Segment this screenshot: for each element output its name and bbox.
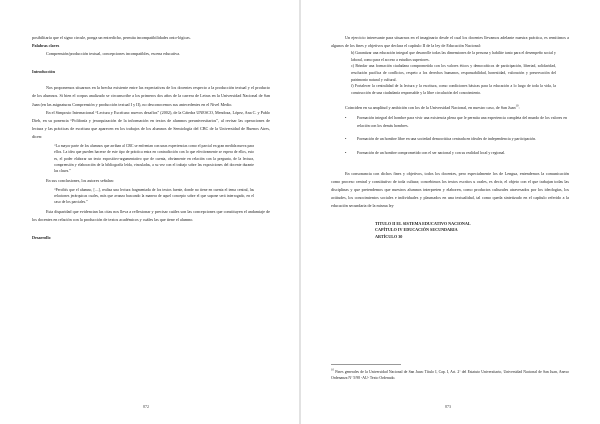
footnote-rule xyxy=(331,364,401,365)
block-quote-1 xyxy=(54,143,254,174)
page-number-left: 872 xyxy=(143,404,149,409)
intro-paragraph-2: En el Simposio Internacional “Lectura y Escritura: nuevos desafíos” (2002), de la Cátedra UNESCO, Mendoza, López, Ana C. y Pablo Dieb, en su ponencia “Polifonía y jerarquización de la información en textos de alumnos preuniversitarios”, al revisar las operaciones de lectura y las prácticas de escritura que aparecen en los trabajos de los alumnos de Semiología del CBC de la Universidad de Buenos Aires, dicen: xyxy=(32,109,270,139)
block-quote-1-text: “La mayor parte de los alumnos que arriban al CBC se enfrentan con unas experiencias como el parcial en gran medida nueva para ellos. La idea que pueden hacerse de este tipo de práctica entra en contradicción con lo que efectivamente se espera de ellos, esto es, el poder elaborar un texto expositivo-argumentativo que de cuenta, obviamente en relación con la pregunta, de la lectura, comprensión y elaboración de la bibliografía leída, vinculadas, a su vez con el trabajo sobre las exposiciones del docente durante las clases.” xyxy=(54,144,254,174)
law-heading-title: TITULO II EL SISTEMA EDUCATIVO NACIONAL xyxy=(375,220,471,226)
aim-item xyxy=(345,149,567,156)
right-page xyxy=(301,0,600,424)
block-quote-2-text: “Percibís que el alumno, [....], realiza una lectura fragmentada de los textos fuente, donde no tiene en cuenta el tema central, las relaciones jerárquicas cuales, más que avanza buscando la manera de aquel concepto sobre el que supone será interrogado, en el caso de los parciales.” xyxy=(54,187,254,205)
bullet-icon: • xyxy=(345,136,347,142)
footnote-text: Fines generales de la Universidad Nacional de San Juan: Título I, Cap. I, Art. 2º del Estatuto Universitario, Universidad Nacional de San Juan, Anexo Ordenanza Nº 5/98 -AU- Texto Ordenado. xyxy=(331,370,569,381)
law-heading xyxy=(375,221,569,241)
university-aims-list xyxy=(345,114,567,156)
left-text-column xyxy=(32,34,270,242)
development-heading: Desarrollo xyxy=(32,234,51,240)
bullet-icon: • xyxy=(345,149,347,155)
bullet-icon: • xyxy=(345,115,347,121)
keywords-label: Palabras claves xyxy=(32,43,60,49)
law-objective-item: b) Garantizar una educación integral que desarrolle todas las dimensiones de la persona y habilite tanto para el desempeño social y laboral, como para el acceso a estudios superiores. xyxy=(351,51,556,62)
aim-text: Formación de un hombre libre en una sociedad democrática centrada en ideales de independencia y participación. xyxy=(357,136,537,142)
abstract-end-paragraph: posibilitaría que el signo circule, ponga un entredicho, permita incompatibilidades onto-lógicas. xyxy=(32,35,191,40)
aim-item xyxy=(345,135,567,142)
intro-heading: Introducción xyxy=(32,69,55,75)
footnote-reference[interactable]: 10 xyxy=(515,103,519,108)
page-number-right: 873 xyxy=(445,404,451,409)
keywords-text: Comprensión/producción textual, concepciones incompatibles, escena educativa. xyxy=(46,51,181,57)
closing-paragraph: Esta disparidad que evidencian las citas nos lleva a reflexionar y precisar cuáles son las concepciones que constituyen el andamiaje de los docentes en relación con la producción de textos académicos y cuáles las que tiene el alumno. xyxy=(32,208,270,222)
left-page xyxy=(0,0,299,424)
law-intro-paragraph: Un ejercicio interesante para situarnos en el imaginario desde el cual los docentes llevamos adelante nuestra práctica, es remitirnos a algunos de los fines y objetivos que declara el capítulo II de la ley de Educación Nacional: xyxy=(331,35,569,49)
aim-text: Formación de un hombre comprometido con el ser nacional y con su realidad local y regional. xyxy=(357,149,506,155)
footnote-number: 10 xyxy=(331,367,334,372)
intro-paragraph-1: Nos proponemos situarnos en la brecha existente entre las expectativas de los docentes respecto a la producción textual y el producto de los alumnos. Si bien el corpus analizado se circunscribe a los primeros dos años de la carrera de Letras en la Universidad Nacional de San Juan (en las asignaturas Comprensión y producción textual I y II), no desconocemos sus antecedentes en el Nivel Medio. xyxy=(32,85,270,107)
law-objective-item: f) Fortalecer la centralidad de la lectura y la escritura, como condiciones básicas para la educación a lo largo de toda la vida, la construcción de una ciudadanía responsable y la libre circulación del conocimiento. xyxy=(351,84,556,95)
law-heading-chapter: CAPÍTULO IV EDUCACIÓN SECUNDARIA xyxy=(375,227,458,233)
university-aims-paragraph xyxy=(331,104,569,112)
university-aims-colon: : xyxy=(518,105,520,111)
conclusions-intro: En sus conclusiones, los autores señalan: xyxy=(46,177,114,183)
footnote xyxy=(331,369,569,382)
right-text-column xyxy=(331,34,569,240)
block-quote-2 xyxy=(54,187,254,206)
law-heading-article: ARTÍCULO 30 xyxy=(375,233,403,239)
aim-text: Formación integral del hombre para vivir una existencia plena que le permita una experiencia completa del mundo de los valores en relación con los demás hombres. xyxy=(357,115,567,128)
law-objective-item: c) Brindar una formación ciudadana comprometida con los valores éticos y democráticos de participación, libertad, solidaridad, resolución pacífica de conflictos, respeto a los derechos humanos, responsabilidad, honestidad, valoración y preservación del patrimonio natural y cultural. xyxy=(351,64,556,82)
university-aims-text: Coinciden en su amplitud y ambición con los de la Universidad Nacional, en nuestro caso, de San Juan xyxy=(345,105,516,111)
law-objectives-list xyxy=(351,50,556,96)
communication-paragraph: En consonancia con dichos fines y objetivos, todos los docentes, pero especialmente los de Lengua, entendemos la comunicación como proceso central y constitutivo de toda cultura; concebimos los textos escritos u orales, es decir, el objeto con el que trabajan todas las disciplinas y que pretendemos que nuestros alumnos interpreten y elaboren, como productos culturales atravesados por los ideologías, los actitudes, los conocimientos sociales e individuales y plasmados en una textualidad, tal como queda sintetizado en el capítulo referido a la educación secundaria de la misma ley xyxy=(331,171,569,209)
aim-item xyxy=(345,114,567,129)
